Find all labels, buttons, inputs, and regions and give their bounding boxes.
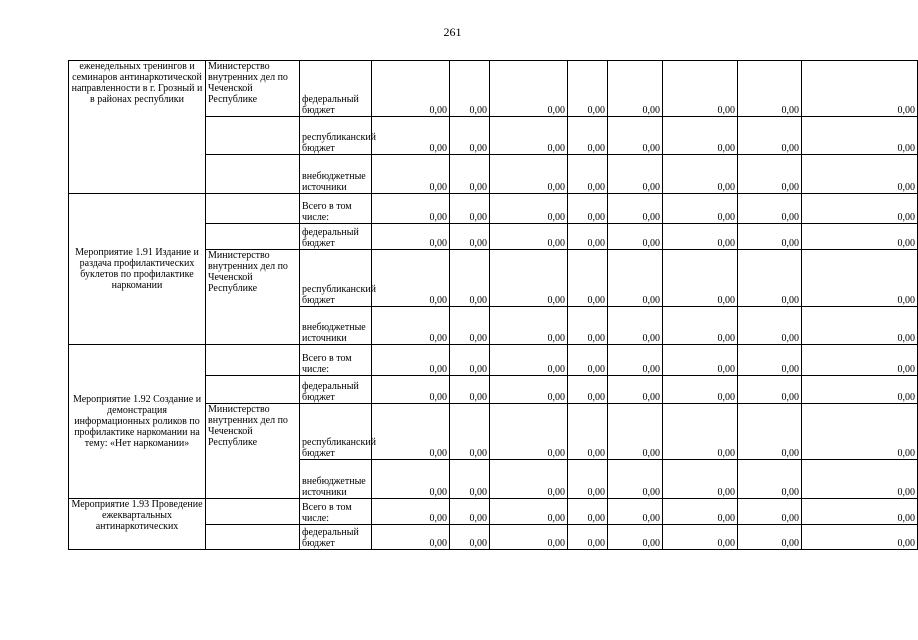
amount-cell: 0,00 <box>568 460 608 499</box>
funding-source-cell: внебюджетные источники <box>300 460 372 499</box>
page-number: 261 <box>443 25 462 39</box>
amount-cell: 0,00 <box>568 194 608 224</box>
activity-cell: Мероприятие 1.91 Издание и раздача профилактических буклетов по профилактике наркомании <box>69 194 206 345</box>
amount-cell: 0,00 <box>490 155 568 194</box>
amount-cell: 0,00 <box>663 499 738 525</box>
amount-cell: 0,00 <box>802 194 918 224</box>
amount-cell: 0,00 <box>450 117 490 155</box>
funding-source-cell: Всего в том числе: <box>300 345 372 376</box>
amount-cell: 0,00 <box>372 250 450 307</box>
executor-empty-cell <box>206 224 300 250</box>
amount-cell: 0,00 <box>372 61 450 117</box>
amount-cell: 0,00 <box>568 61 608 117</box>
table-row <box>69 61 918 117</box>
amount-cell: 0,00 <box>608 376 663 404</box>
amount-cell: 0,00 <box>372 194 450 224</box>
funding-source-cell: внебюджетные источники <box>300 155 372 194</box>
amount-cell: 0,00 <box>372 224 450 250</box>
executor-cell: Министерство внутренних дел по Чеченской Республике <box>206 61 300 117</box>
amount-cell: 0,00 <box>663 307 738 345</box>
amount-cell: 0,00 <box>568 404 608 460</box>
activity-cell: Мероприятие 1.92 Создание и демонстрация информационных роликов по профилактике наркомании на тему: «Нет наркомании» <box>69 345 206 499</box>
amount-cell: 0,00 <box>738 250 802 307</box>
table-row <box>69 345 918 376</box>
amount-cell: 0,00 <box>663 525 738 550</box>
amount-cell: 0,00 <box>802 525 918 550</box>
amount-cell: 0,00 <box>802 404 918 460</box>
amount-cell: 0,00 <box>450 250 490 307</box>
amount-cell: 0,00 <box>490 460 568 499</box>
amount-cell: 0,00 <box>663 404 738 460</box>
amount-cell: 0,00 <box>802 250 918 307</box>
amount-cell: 0,00 <box>663 224 738 250</box>
funding-source-cell: федеральный бюджет <box>300 224 372 250</box>
amount-cell: 0,00 <box>490 224 568 250</box>
amount-cell: 0,00 <box>608 525 663 550</box>
amount-cell: 0,00 <box>568 376 608 404</box>
amount-cell: 0,00 <box>490 376 568 404</box>
amount-cell: 0,00 <box>802 307 918 345</box>
amount-cell: 0,00 <box>608 155 663 194</box>
amount-cell: 0,00 <box>450 194 490 224</box>
amount-cell: 0,00 <box>372 376 450 404</box>
amount-cell: 0,00 <box>738 224 802 250</box>
amount-cell: 0,00 <box>450 460 490 499</box>
amount-cell: 0,00 <box>608 224 663 250</box>
amount-cell: 0,00 <box>450 376 490 404</box>
amount-cell: 0,00 <box>372 499 450 525</box>
amount-cell: 0,00 <box>568 250 608 307</box>
amount-cell: 0,00 <box>802 155 918 194</box>
amount-cell: 0,00 <box>490 307 568 345</box>
amount-cell: 0,00 <box>663 345 738 376</box>
amount-cell: 0,00 <box>490 61 568 117</box>
amount-cell: 0,00 <box>608 460 663 499</box>
amount-cell: 0,00 <box>608 61 663 117</box>
amount-cell: 0,00 <box>450 345 490 376</box>
amount-cell: 0,00 <box>450 224 490 250</box>
amount-cell: 0,00 <box>450 61 490 117</box>
amount-cell: 0,00 <box>802 499 918 525</box>
executor-empty-cell <box>206 345 300 376</box>
amount-cell: 0,00 <box>490 345 568 376</box>
amount-cell: 0,00 <box>608 499 663 525</box>
amount-cell: 0,00 <box>372 155 450 194</box>
amount-cell: 0,00 <box>608 404 663 460</box>
amount-cell: 0,00 <box>450 525 490 550</box>
amount-cell: 0,00 <box>608 117 663 155</box>
amount-cell: 0,00 <box>663 250 738 307</box>
amount-cell: 0,00 <box>372 345 450 376</box>
amount-cell: 0,00 <box>490 250 568 307</box>
amount-cell: 0,00 <box>608 307 663 345</box>
executor-empty-cell <box>206 117 300 155</box>
amount-cell: 0,00 <box>568 345 608 376</box>
amount-cell: 0,00 <box>568 525 608 550</box>
amount-cell: 0,00 <box>568 307 608 345</box>
funding-source-cell: республиканский бюджет <box>300 250 372 307</box>
amount-cell: 0,00 <box>738 499 802 525</box>
amount-cell: 0,00 <box>663 117 738 155</box>
activity-cell: еженедельных тренингов и семинаров антинаркотической направленности в г. Грозный и в районах республики <box>69 61 206 194</box>
amount-cell: 0,00 <box>568 224 608 250</box>
table-row <box>69 194 918 224</box>
amount-cell: 0,00 <box>372 117 450 155</box>
amount-cell: 0,00 <box>738 345 802 376</box>
amount-cell: 0,00 <box>738 460 802 499</box>
executor-cell: Министерство внутренних дел по Чеченской Республике <box>206 404 300 499</box>
executor-empty-cell <box>206 155 300 194</box>
amount-cell: 0,00 <box>802 345 918 376</box>
funding-source-cell: Всего в том числе: <box>300 194 372 224</box>
amount-cell: 0,00 <box>663 61 738 117</box>
amount-cell: 0,00 <box>490 117 568 155</box>
amount-cell: 0,00 <box>802 61 918 117</box>
executor-cell: Министерство внутренних дел по Чеченской Республике <box>206 250 300 345</box>
amount-cell: 0,00 <box>802 460 918 499</box>
amount-cell: 0,00 <box>738 376 802 404</box>
funding-source-cell: федеральный бюджет <box>300 525 372 550</box>
amount-cell: 0,00 <box>568 117 608 155</box>
amount-cell: 0,00 <box>450 499 490 525</box>
amount-cell: 0,00 <box>738 307 802 345</box>
amount-cell: 0,00 <box>568 155 608 194</box>
amount-cell: 0,00 <box>372 404 450 460</box>
amount-cell: 0,00 <box>450 404 490 460</box>
amount-cell: 0,00 <box>608 194 663 224</box>
amount-cell: 0,00 <box>738 155 802 194</box>
executor-empty-cell <box>206 499 300 525</box>
executor-empty-cell <box>206 525 300 550</box>
executor-empty-cell <box>206 194 300 224</box>
amount-cell: 0,00 <box>663 376 738 404</box>
amount-cell: 0,00 <box>738 194 802 224</box>
funding-source-cell: республиканский бюджет <box>300 117 372 155</box>
amount-cell: 0,00 <box>568 499 608 525</box>
amount-cell: 0,00 <box>490 525 568 550</box>
amount-cell: 0,00 <box>738 117 802 155</box>
amount-cell: 0,00 <box>663 460 738 499</box>
executor-empty-cell <box>206 376 300 404</box>
amount-cell: 0,00 <box>608 250 663 307</box>
amount-cell: 0,00 <box>450 307 490 345</box>
activity-cell: Мероприятие 1.93 Проведение ежеквартальных антинаркотических <box>69 499 206 550</box>
amount-cell: 0,00 <box>490 194 568 224</box>
amount-cell: 0,00 <box>372 460 450 499</box>
amount-cell: 0,00 <box>490 404 568 460</box>
amount-cell: 0,00 <box>663 155 738 194</box>
amount-cell: 0,00 <box>490 499 568 525</box>
amount-cell: 0,00 <box>608 345 663 376</box>
amount-cell: 0,00 <box>802 117 918 155</box>
funding-source-cell: федеральный бюджет <box>300 376 372 404</box>
funding-source-cell: республиканский бюджет <box>300 404 372 460</box>
amount-cell: 0,00 <box>663 194 738 224</box>
amount-cell: 0,00 <box>372 307 450 345</box>
amount-cell: 0,00 <box>802 376 918 404</box>
funding-source-cell: внебюджетные источники <box>300 307 372 345</box>
funding-source-cell: Всего в том числе: <box>300 499 372 525</box>
funding-source-cell: федеральный бюджет <box>300 61 372 117</box>
amount-cell: 0,00 <box>738 404 802 460</box>
budget-table <box>68 60 918 550</box>
amount-cell: 0,00 <box>802 224 918 250</box>
amount-cell: 0,00 <box>738 61 802 117</box>
amount-cell: 0,00 <box>738 525 802 550</box>
amount-cell: 0,00 <box>372 525 450 550</box>
amount-cell: 0,00 <box>450 155 490 194</box>
table-row <box>69 499 918 525</box>
